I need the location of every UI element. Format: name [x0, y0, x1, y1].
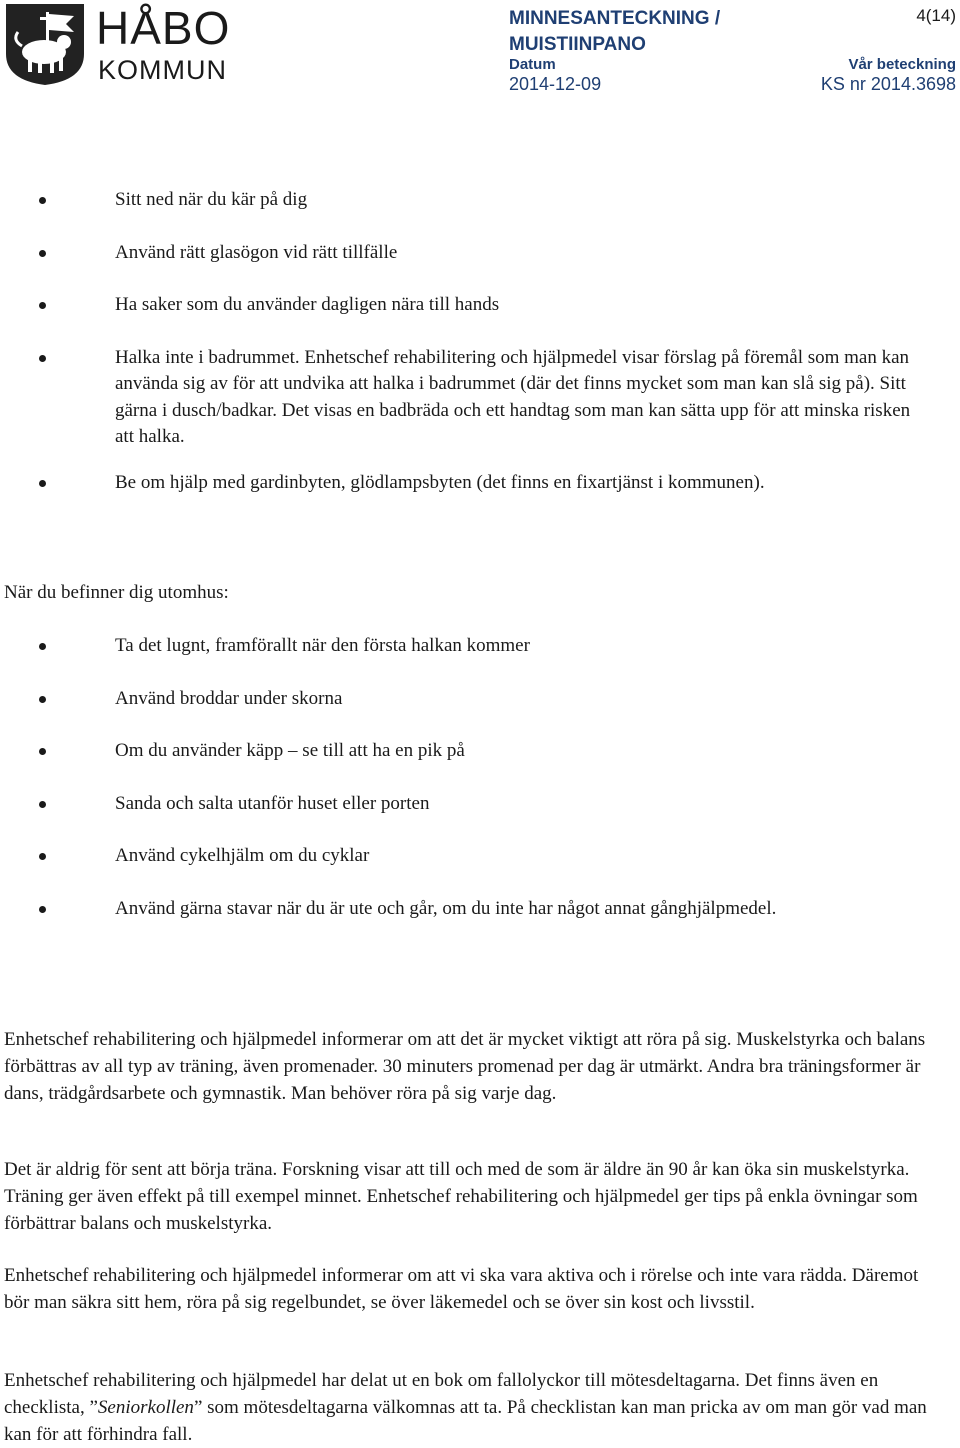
list-item: Sanda och salta utanför huset eller porten [0, 791, 930, 818]
checklist-name: Seniorkollen [97, 1397, 194, 1418]
bullet-icon [39, 906, 46, 913]
paragraph: Enhetschef rehabilitering och hjälpmedel informerar om att vi ska vara aktiva och i rörelse och inte vara rädda. Däremot bör man säkra sitt hem, röra på sig regelbundet, se över läkemedel och se över sin kost och livsstil. [4, 1265, 919, 1313]
bullet-icon [39, 801, 46, 808]
reference-value: KS nr 2014.3698 [820, 74, 956, 94]
bullet-icon [39, 853, 46, 860]
bullet-icon [39, 355, 46, 362]
bullet-icon [39, 643, 46, 650]
paragraph: Det är aldrig för sent att börja träna. Forskning visar att till och med de som är äldre än 90 år kan öka sin muskelstyrka. Träning ger även effekt på till exempel minnet. Enhetschef rehabilitering och hjälpmedel ger tips på enkla övningar som förbättrar balans och muskelstyrka. [4, 1159, 918, 1234]
logo-name: HÅBO [96, 2, 231, 54]
list-item: Ha saker som du använder dagligen nära till hands [0, 292, 930, 319]
page-number: 4(14) [916, 6, 956, 25]
bullet-icon [39, 480, 46, 487]
outdoor-intro: När du befinner dig utomhus: [4, 582, 229, 603]
list-item: Använd broddar under skorna [0, 686, 930, 713]
bullet-icon [39, 250, 46, 257]
bullet-icon [39, 696, 46, 703]
document-type: MINNESANTECKNING / MUISTIINPANO [509, 8, 721, 55]
list-item: Använd rätt glasögon vid rätt tillfälle [0, 240, 930, 267]
list-item: Be om hjälp med gardinbyten, glödlampsbyten (det finns en fixartjänst i kommunen). [0, 470, 930, 497]
bullet-icon [39, 302, 46, 309]
list-item: Ta det lugnt, framförallt när den första halkan kommer [0, 633, 930, 660]
list-item: Halka inte i badrummet. Enhetschef rehabilitering och hjälpmedel visar förslag på föremål som man kan använda sig av för att undvika att halka i badrummet (där det finns mycket som man kan slå sig på). Sitt gärna i dusch/badkar. Det visas en badbräda och ett handtag som man kan sätta upp för att minska risken att halka. [0, 345, 930, 451]
logo-sub: KOMMUN [98, 55, 227, 85]
date-label: Datum [509, 56, 556, 73]
date-value: 2014-12-09 [509, 74, 602, 94]
list-item: Om du använder käpp – se till att ha en pik på [0, 738, 930, 765]
bullet-icon [39, 197, 46, 204]
list-item: Sitt ned när du kär på dig [0, 187, 930, 214]
list-item: Använd gärna stavar när du är ute och går, om du inte har något annat gånghjälpmedel. [0, 896, 930, 923]
paragraph: Enhetschef rehabilitering och hjälpmedel har delat ut en bok om fallolyckor till mötesdeltagarna. Det finns även en checklista, ”Seniorkollen” som mötesdeltagarna välkomnas att ta. På checklistan kan man pricka av om man gör vad man kan för att förhindra fall. [4, 1370, 927, 1445]
outdoor-tips-list [0, 633, 930, 948]
bullet-icon [39, 748, 46, 755]
reference-label: Vår beteckning [848, 56, 956, 73]
indoor-tips-list [0, 187, 930, 522]
paragraph: Enhetschef rehabilitering och hjälpmedel informerar om att det är mycket viktigt att röra på sig. Muskelstyrka och balans förbättras av all typ av träning, även promenader. 30 minuters promenad per dag är utmärkt. Andra bra träningsformer är dans, trädgårdsarbete och gymnastik. Man behöver röra på sig varje dag. [4, 1029, 926, 1104]
habo-kommun-logo [4, 2, 236, 88]
lamb-shield-icon [4, 2, 86, 86]
list-item: Använd cykelhjälm om du cyklar [0, 843, 930, 870]
